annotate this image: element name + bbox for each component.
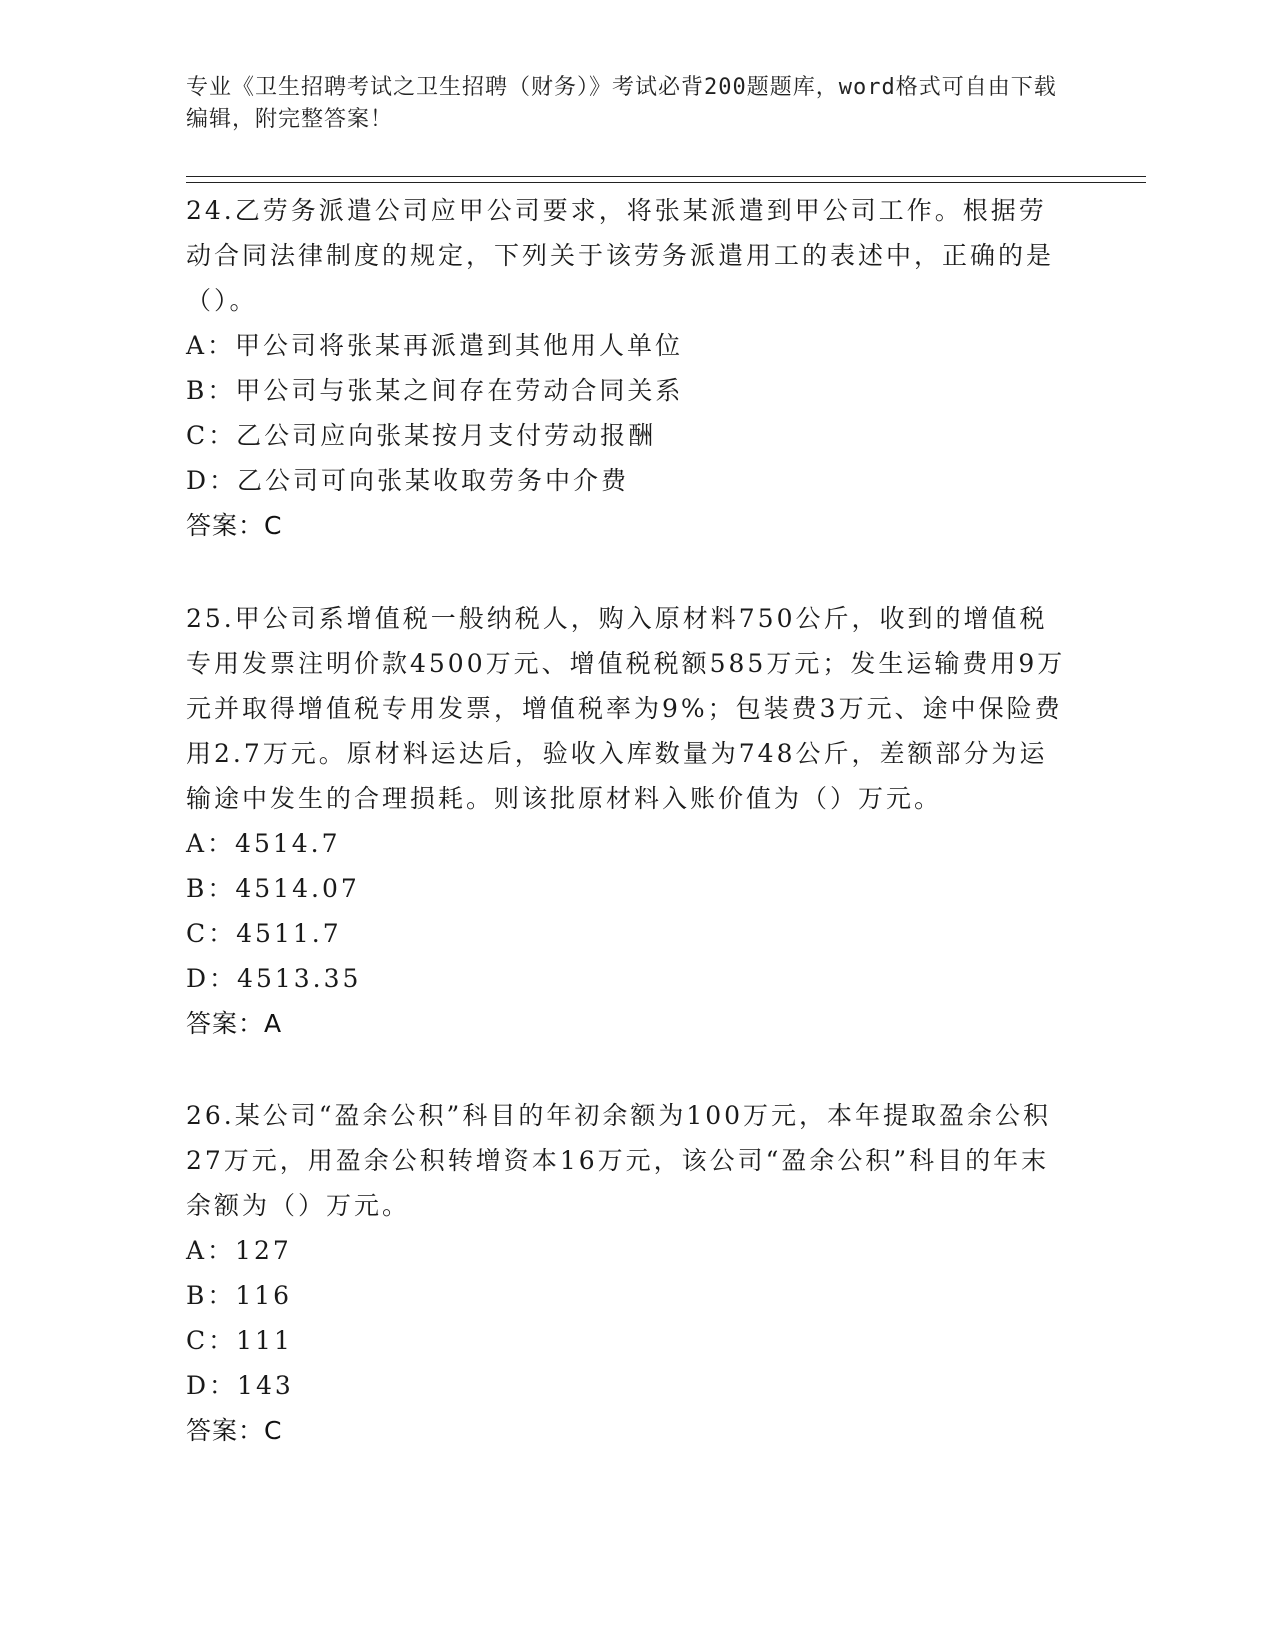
question-stem: 26.某公司“盈余公积”科目的年初余额为100万元，本年提取盈余公积27万元，用盈余公积转增资本16万元，该公司“盈余公积”科目的年末余额为（）万元。 <box>186 1101 1052 1220</box>
option-d: D：乙公司可向张某收取劳务中介费 <box>186 466 630 495</box>
option-a: A：127 <box>186 1236 292 1265</box>
question-24 <box>186 188 1066 548</box>
answer: 答案：C <box>186 511 283 540</box>
document-header: 专业《卫生招聘考试之卫生招聘（财务）》考试必背200题题库，word格式可自由下载编辑，附完整答案！ <box>186 75 1057 132</box>
option-b: B：4514.07 <box>186 874 360 903</box>
answer: 答案：A <box>186 1009 283 1038</box>
option-b: B：116 <box>186 1281 293 1310</box>
answer: 答案：C <box>186 1416 283 1445</box>
header-divider <box>186 176 1146 183</box>
question-stem: 24.乙劳务派遣公司应甲公司要求，将张某派遣到甲公司工作。根据劳动合同法律制度的规定，下列关于该劳务派遣用工的表述中，正确的是（）。 <box>186 196 1055 315</box>
option-a: A：4514.7 <box>186 829 341 858</box>
question-stem: 25.甲公司系增值税一般纳税人，购入原材料750公斤，收到的增值税专用发票注明价款4500万元、增值税税额585万元；发生运输费用9万元并取得增值税专用发票，增值税率为9%；包装费3万元、途中保险费用2.7万元。原材料运达后，验收入库数量为748公斤，差额部分为运输途中发生的合理损耗。则该批原材料入账价值为（）万元。 <box>186 604 1066 813</box>
option-c: C：乙公司应向张某按月支付劳动报酬 <box>186 421 657 450</box>
question-26 <box>186 1093 1066 1453</box>
option-a: A：甲公司将张某再派遣到其他用人单位 <box>186 331 684 360</box>
option-d: D：4513.35 <box>186 964 362 993</box>
option-c: C：111 <box>186 1326 293 1355</box>
option-c: C：4511.7 <box>186 919 342 948</box>
option-d: D：143 <box>186 1371 294 1400</box>
option-b: B：甲公司与张某之间存在劳动合同关系 <box>186 376 684 405</box>
question-25 <box>186 596 1066 1046</box>
